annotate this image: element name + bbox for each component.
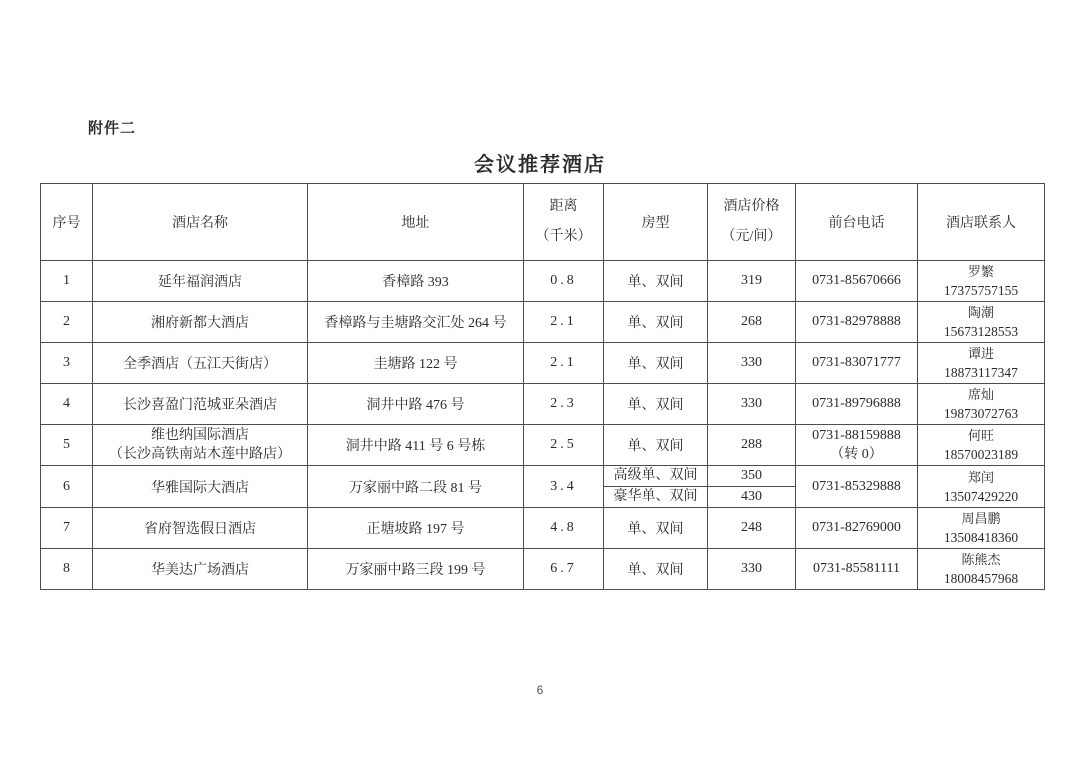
cell-distance: 2.1 (524, 343, 604, 384)
table-row (41, 508, 1045, 549)
cell-address: 万家丽中路三段 199 号 (308, 549, 524, 590)
table-row (41, 343, 1045, 384)
cell-room-type: 单、双间 (604, 343, 708, 384)
cell-no: 2 (41, 302, 93, 343)
cell-phone (796, 425, 918, 466)
cell-room-type: 高级单、双间 (604, 466, 708, 487)
cell-room-type: 单、双间 (604, 384, 708, 425)
cell-contact (918, 549, 1045, 590)
header-price-line2: （元/间） (721, 229, 782, 244)
cell-contact (918, 508, 1045, 549)
table-row (41, 302, 1045, 343)
cell-phone: 0731-85329888 (796, 466, 918, 508)
hotel-table (40, 183, 1045, 590)
cell-contact (918, 302, 1045, 343)
contact-name: 周昌鹏 (961, 511, 1001, 526)
cell-no: 7 (41, 508, 93, 549)
contact-name: 谭进 (967, 346, 994, 361)
table-row (41, 425, 1045, 466)
cell-price: 319 (708, 261, 796, 302)
contact-name: 席灿 (967, 387, 994, 402)
cell-price: 268 (708, 302, 796, 343)
header-room-type: 房型 (604, 184, 708, 261)
cell-address: 万家丽中路二段 81 号 (308, 466, 524, 508)
cell-phone: 0731-82978888 (796, 302, 918, 343)
header-distance-line1: 距离 (549, 199, 578, 214)
cell-distance: 2.3 (524, 384, 604, 425)
page-number: 6 (536, 683, 544, 697)
cell-distance: 4.8 (524, 508, 604, 549)
cell-no: 6 (41, 466, 93, 508)
cell-no: 4 (41, 384, 93, 425)
cell-room-type: 单、双间 (604, 425, 708, 466)
cell-distance: 6.7 (524, 549, 604, 590)
contact-phone: 15673128553 (943, 324, 1019, 339)
header-address: 地址 (308, 184, 524, 261)
cell-room-type: 单、双间 (604, 261, 708, 302)
cell-no: 3 (41, 343, 93, 384)
cell-address: 洞井中路 476 号 (308, 384, 524, 425)
cell-no: 1 (41, 261, 93, 302)
contact-phone: 13508418360 (943, 530, 1019, 545)
header-price-line1: 酒店价格 (723, 199, 780, 214)
table-row (41, 261, 1045, 302)
cell-phone: 0731-83071777 (796, 343, 918, 384)
page-title: 会议推荐酒店 (474, 154, 606, 176)
header-contact: 酒店联系人 (918, 184, 1045, 261)
table-row (41, 549, 1045, 590)
cell-hotel-name: 省府智选假日酒店 (93, 508, 308, 549)
cell-address: 圭塘路 122 号 (308, 343, 524, 384)
header-phone: 前台电话 (796, 184, 918, 261)
cell-room-type: 单、双间 (604, 549, 708, 590)
cell-address: 香樟路 393 (308, 261, 524, 302)
cell-distance: 3.4 (524, 466, 604, 508)
contact-name: 郑闰 (967, 469, 994, 485)
cell-hotel-name (93, 425, 308, 466)
header-hotel-name: 酒店名称 (93, 184, 308, 261)
cell-hotel-name: 全季酒店（五江天街店） (93, 343, 308, 384)
cell-distance: 2.1 (524, 302, 604, 343)
contact-name: 何旺 (967, 428, 994, 443)
cell-price: 248 (708, 508, 796, 549)
cell-no: 8 (41, 549, 93, 590)
hotel-name-line1: 维也纳国际酒店 (151, 428, 249, 443)
cell-price: 330 (708, 384, 796, 425)
hotel-name-line2: （长沙高铁南站木莲中路店） (109, 447, 291, 462)
cell-phone: 0731-82769000 (796, 508, 918, 549)
contact-phone: 19873072763 (943, 406, 1019, 421)
cell-room-type: 单、双间 (604, 302, 708, 343)
cell-distance: 2.5 (524, 425, 604, 466)
phone-line2: （转 0） (830, 447, 883, 462)
cell-address: 正塘坡路 197 号 (308, 508, 524, 549)
contact-phone: 18570023189 (943, 447, 1019, 462)
cell-price: 330 (708, 343, 796, 384)
phone-line1: 0731-88159888 (812, 428, 901, 443)
cell-price: 430 (708, 487, 796, 508)
cell-room-type: 单、双间 (604, 508, 708, 549)
table-header-row (41, 184, 1045, 261)
cell-address: 洞井中路 411 号 6 号栋 (308, 425, 524, 466)
header-distance-line2: （千米） (535, 229, 592, 244)
cell-price: 330 (708, 549, 796, 590)
cell-phone: 0731-89796888 (796, 384, 918, 425)
cell-address: 香樟路与圭塘路交汇处 264 号 (308, 302, 524, 343)
contact-phone: 18008457968 (943, 571, 1019, 586)
contact-name: 陈熊杰 (961, 552, 1001, 567)
contact-phone: 17375757155 (943, 283, 1019, 298)
contact-name: 罗繁 (967, 264, 994, 279)
cell-contact (918, 261, 1045, 302)
cell-hotel-name: 长沙喜盈门范城亚朵酒店 (93, 384, 308, 425)
cell-price: 288 (708, 425, 796, 466)
table-row (41, 384, 1045, 425)
contact-name: 陶潮 (967, 305, 994, 320)
attachment-label: 附件二 (88, 121, 137, 137)
header-distance (524, 184, 604, 261)
table-row (41, 466, 1045, 487)
cell-hotel-name: 延年福润酒店 (93, 261, 308, 302)
cell-no: 5 (41, 425, 93, 466)
cell-phone: 0731-85670666 (796, 261, 918, 302)
contact-phone: 18873117347 (944, 365, 1018, 380)
header-price (708, 184, 796, 261)
header-no: 序号 (41, 184, 93, 261)
cell-distance: 0.8 (524, 261, 604, 302)
cell-hotel-name: 湘府新都大酒店 (93, 302, 308, 343)
cell-price: 350 (708, 466, 796, 487)
cell-contact (918, 343, 1045, 384)
cell-hotel-name: 华美达广场酒店 (93, 549, 308, 590)
cell-contact (918, 466, 1045, 508)
cell-contact (918, 425, 1045, 466)
contact-phone: 13507429220 (943, 488, 1019, 504)
cell-contact (918, 384, 1045, 425)
cell-room-type: 豪华单、双间 (604, 487, 708, 508)
cell-hotel-name: 华雅国际大酒店 (93, 466, 308, 508)
cell-phone: 0731-85581111 (796, 549, 918, 590)
